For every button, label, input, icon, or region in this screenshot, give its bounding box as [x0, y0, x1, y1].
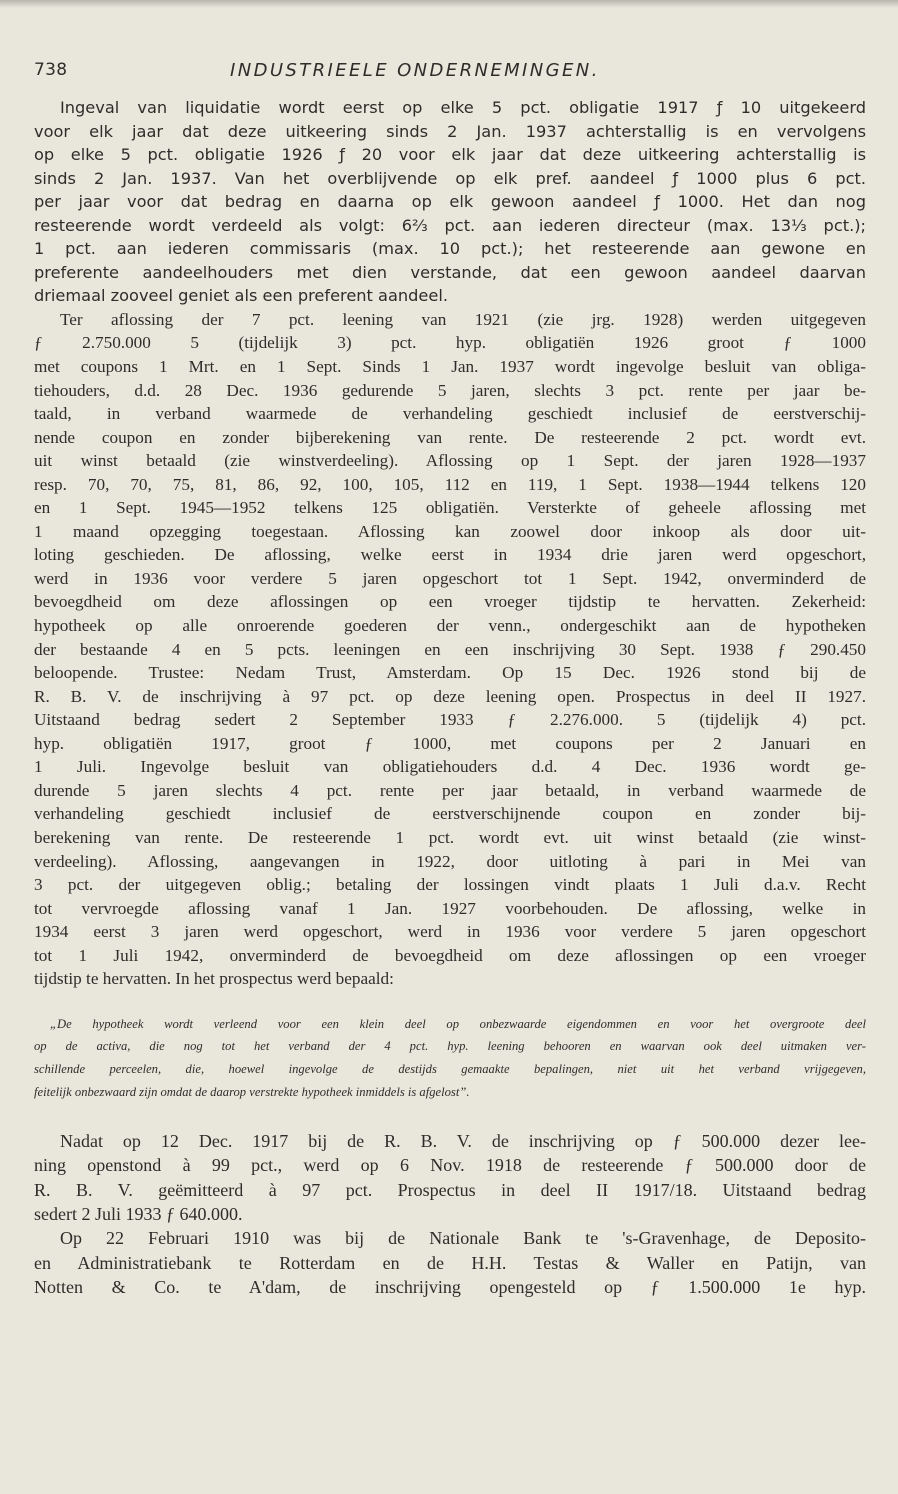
text-line: tiehouders, d.d. 28 Dec. 1936 gedurende 5 jaren, slechts 3 pct. rente per jaar be- — [34, 380, 866, 400]
text-line: 1 Juli. Ingevolge besluit van obligatiehouders d.d. 4 Dec. 1936 wordt ge- — [34, 757, 866, 777]
text-line: Op 22 Februari 1910 was bij de Nationale Bank te 's-Gravenhage, de Deposito- — [60, 1228, 866, 1249]
text-line: nende coupon en zonder bijberekening van rente. De resteerende 2 pct. wordt evt. — [34, 427, 866, 447]
text-line: loting geschieden. De aflossing, welke eerst in 1934 drie jaren werd opgeschort, — [34, 545, 866, 565]
text-line: R. B. V. geëmitteerd à 97 pct. Prospectus in deel II 1917/18. Uitstaand bedrag — [34, 1179, 866, 1200]
text-line: driemaal zooveel geniet als een preferent aandeel. — [34, 286, 448, 306]
running-head: INDUSTRIEELE ONDERNEMINGEN. — [230, 60, 600, 81]
page-header — [34, 58, 866, 88]
text-line: Uitstaand bedrag sedert 2 September 1933 ƒ 2.276.000. 5 (tijdelijk 4) pct. — [34, 710, 866, 730]
text-line: ƒ 2.750.000 5 (tijdelijk 3) pct. hyp. obligatiën 1926 groot ƒ 1000 — [34, 333, 866, 353]
text-line: sinds 2 Jan. 1937. Van het overblijvende op elk pref. aandeel ƒ 1000 plus 6 pct. — [34, 168, 866, 188]
text-line: hyp. obligatiën 1917, groot ƒ 1000, met coupons per 2 Januari en — [34, 733, 866, 753]
text-line: berekening van rente. De resteerende 1 pct. wordt evt. uit winst betaald (zie winst- — [34, 827, 866, 847]
text-line: voor elk jaar dat deze uitkeering sinds 2 Jan. 1937 achterstallig is en vervolgens — [34, 121, 866, 141]
text-line: Ingeval van liquidatie wordt eerst op elke 5 pct. obligatie 1917 ƒ 10 uitgekeerd — [60, 98, 866, 117]
text-line: werd in 1936 voor verdere 5 jaren opgeschort tot 1 Sept. 1942, onverminderd de — [34, 568, 866, 588]
text-line: resp. 70, 70, 75, 81, 86, 92, 100, 105, 112 en 119, 1 Sept. 1938—1944 telkens 120 — [34, 474, 866, 494]
text-line: 1934 eerst 3 jaren werd opgeschort, werd in 1936 voor verdere 5 jaren opgeschort — [34, 922, 866, 942]
text-line: durende 5 jaren slechts 4 pct. rente per jaar betaald, in verband waarmede de — [34, 780, 866, 800]
prospectus-quote — [34, 1013, 866, 1103]
text-line: per jaar voor dat bedrag en daarna op elk gewoon aandeel ƒ 1000. Het dan nog — [34, 192, 866, 212]
text-line: tijdstip te hervatten. In het prospectus werd bepaald: — [34, 969, 394, 989]
text-line: R. B. V. de inschrijving à 97 pct. op deze leening open. Prospectus in deel II 1927. — [34, 686, 866, 706]
quote-line: „De hypotheek wordt verleend voor een klein deel op onbezwaarde eigendommen en voor het overgroote deel — [50, 1016, 866, 1031]
main-paragraphs — [34, 96, 866, 991]
text-line: resteerende wordt verdeeld als volgt: 6⅔ pct. aan iederen directeur (max. 13⅓ pct.); — [34, 215, 866, 235]
text-line: sedert 2 Juli 1933 ƒ 640.000. — [34, 1204, 243, 1225]
text-line: preferente aandeelhouders met dien verstande, dat een gewoon aandeel daarvan — [34, 262, 866, 282]
quote-line: schillende perceelen, die, hoewel ingevolge de destijds gemaakte bepalingen, niet uit het verband vrijgegeven, — [34, 1061, 866, 1076]
text-line: 3 pct. der uitgegeven oblig.; betaling der lossingen vindt plaats 1 Juli d.a.v. Recht — [34, 875, 866, 895]
text-line: 1 maand opzegging toegestaan. Aflossing kan zoowel door inkoop als door uit- — [34, 521, 866, 541]
text-line: ning openstond à 99 pct., werd op 6 Nov. 1918 de resteerende ƒ 500.000 door de — [34, 1155, 866, 1176]
closing-paragraphs — [34, 1129, 866, 1299]
text-line: verhandeling geschiedt inclusief de eerstverschijnende coupon en zonder bij- — [34, 804, 866, 824]
text-line: Ter aflossing der 7 pct. leening van 1921 (zie jrg. 1928) werden uitgegeven — [60, 309, 866, 329]
text-line: Nadat op 12 Dec. 1917 bij de R. B. V. de inschrijving op ƒ 500.000 dezer lee- — [60, 1131, 866, 1152]
text-line: Notten & Co. te A'dam, de inschrijving opengesteld op ƒ 1.500.000 1e hyp. — [34, 1276, 866, 1297]
text-line: hypotheek op alle onroerende goederen der venn., ondergeschikt aan de hypotheken — [34, 616, 866, 636]
text-line: tot vervroegde aflossing vanaf 1 Jan. 1927 voorbehouden. De aflossing, welke in — [34, 898, 866, 918]
text-line: verdeeling). Aflossing, aangevangen in 1922, door uitloting à pari in Mei van — [34, 851, 866, 871]
text-line: 1 pct. aan iederen commissaris (max. 10 pct.); het resteerende aan gewone en — [34, 239, 866, 259]
text-line: op elke 5 pct. obligatie 1926 ƒ 20 voor elk jaar dat deze uitkeering achterstallig is — [34, 145, 866, 165]
book-page — [34, 58, 866, 1299]
text-line: en Administratiebank te Rotterdam en de H.H. Testas & Waller en Patijn, van — [34, 1252, 866, 1273]
quote-line: op de activa, die nog tot het verband der 4 pct. hyp. leening behooren en waarvan ook deel uitmaken ver- — [34, 1039, 866, 1054]
text-line: beloopende. Trustee: Nedam Trust, Amsterdam. Op 15 Dec. 1926 stond bij de — [34, 663, 866, 683]
text-line: met coupons 1 Mrt. en 1 Sept. Sinds 1 Jan. 1937 wordt ingevolge besluit van obliga- — [34, 357, 866, 377]
text-line: tot 1 Juli 1942, onverminderd de bevoegdheid om deze aflossingen op een vroeger — [34, 945, 866, 965]
text-line: bevoegdheid om deze aflossingen op een vroeger tijdstip te hervatten. Zekerheid: — [34, 592, 866, 612]
page-number: 738 — [34, 60, 68, 80]
quote-line: feitelijk onbezwaard zijn omdat de daarop verstrekte hypotheek inmiddels is afgelost”. — [34, 1084, 470, 1099]
scan-top-edge — [0, 0, 898, 8]
text-line: en 1 Sept. 1945—1952 telkens 125 obligatiën. Versterkte of geheele aflossing met — [34, 498, 866, 518]
text-line: der bestaande 4 en 5 pcts. leeningen en een inschrijving 30 Sept. 1938 ƒ 290.450 — [34, 639, 866, 659]
text-line: taald, in verband waarmede de verhandeling geschiedt inclusief de eerstverschij- — [34, 404, 866, 424]
text-line: uit winst betaald (zie winstverdeeling). Aflossing op 1 Sept. der jaren 1928—1937 — [34, 451, 866, 471]
